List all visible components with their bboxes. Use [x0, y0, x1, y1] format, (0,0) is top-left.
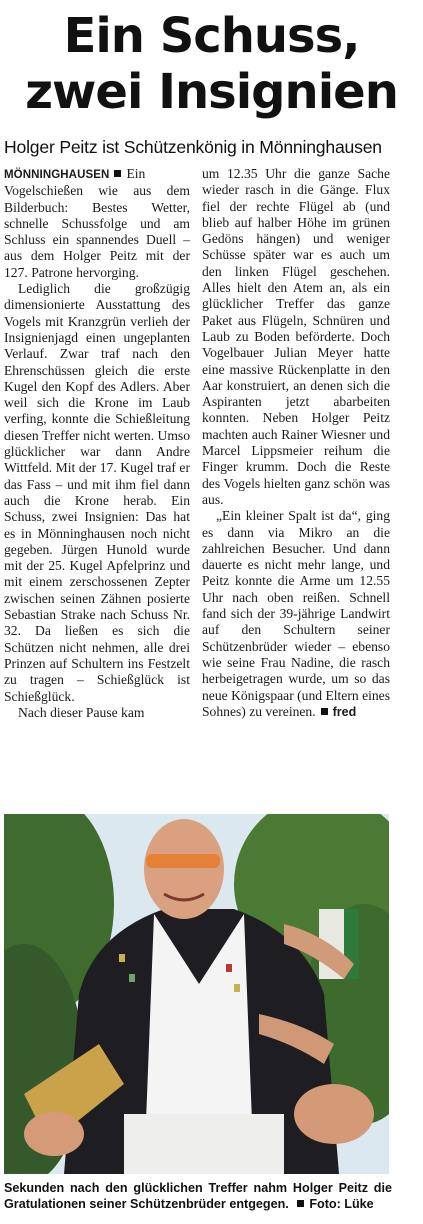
dateline: MÖNNINGHAUSEN — [4, 169, 110, 181]
article-paragraph — [202, 508, 390, 720]
photo-caption — [4, 1180, 392, 1212]
photo-king-on-shoulders-icon — [4, 814, 389, 1174]
subheadline: Holger Peitz ist Schützenkönig in Mönninghausen — [4, 137, 382, 157]
caption-text: Sekunden nach den glücklichen Treffer nahm Holger Peitz die Gratulationen seiner Schützenbrüder entgegen. — [4, 1181, 392, 1211]
paragraph-text: „Ein kleiner Spalt ist da“, ging es dann via Mikro an die zahlreichen Besucher. Und dann dauerte es nicht mehr lange, und Peitz konnte die Arme um 12.55 Uhr nach oben reißen. Schnell fand sich der 39-jährige Landwirt auf den Schultern seiner Schützenbrüder wieder – ebenso wie seine Frau Nadine, die rasch herbeigetragen wurde, um so das neue Königspaar (und Eltern eines Sohnes) zu vereinen. — [202, 508, 390, 719]
article-photo — [4, 814, 389, 1174]
author-initials: fred — [332, 704, 357, 719]
paragraph-text: Ein Vogelschießen wie aus dem Bilderbuch: Bestes Wetter, schnelle Schussfolge und am Schluss ein spannendes Duell – aus dem Holger Peitz mit der 127. Patrone hervorging. — [4, 166, 190, 280]
square-bullet-icon — [297, 1200, 304, 1207]
article-column-right — [202, 166, 390, 720]
headline-line-1: Ein Schuss, — [63, 8, 360, 64]
square-bullet-icon — [114, 170, 121, 177]
article-paragraph — [4, 166, 190, 281]
article-paragraph: Lediglich die großzügig dimensionierte Ausstattung des Vogels mit Kranzgrün verlieh der Insignienjagd einen ungeplanten Verlauf. Zwar traf nach den Ehrenschüssen gleich die erste Kugel den Kopf des Adlers. Aber weil sich die Krone im Laub verfing, konnte die Schießleitung diesen Treffer nicht werten. Umso glücklicher war dann Andre Wittfeld. Mit der 17. Kugel traf er das Fass – und mit ihm fiel dann auch die Krone herab. Ein Schuss, zwei Insignien: Das hat es in Mönninghausen noch nicht gegeben. Jürgen Hunold wurde mit der 25. Kugel Apfelprinz und mit einem zerschossenen Zepter zwischen seinen Zähnen posierte Sebastian Strake nach Schuss Nr. 32. Da ließen es sich die Schützen nicht nehmen, alle drei Prinzen auf Schultern ins Festzelt zu tragen – Schießglück ist Schießglück. — [4, 281, 190, 704]
headline — [0, 8, 423, 120]
article-paragraph: Nach dieser Pause kam — [18, 704, 145, 720]
article-column-left — [4, 166, 190, 721]
article-paragraph: um 12.35 Uhr die ganze Sache wieder rasch in die Gänge. Flux fiel der rechte Flügel ab (und blieb auf halber Höhe im grünen Gedöns hängen) und weniger Schüsse später war es auch um den linken Flügel geschehen. Alles hielt den Atem an, als ein glücklicher Treffer das ganze Paket aus Flügeln, Schnüren und Laub zu Boden beförderte. Doch Vogelbauer Julian Meyer hatte eine massive Rückenplatte in den Aar konstruiert, an denen sich die Aspiranten jetzt abarbeiten konnten. Neben Holger Peitz machten auch Rainer Wiesner und Marcel Lippsmeier reihum die Finger krumm. Doch die Reste des Vogels hielten ganz schön was aus. — [202, 166, 390, 507]
headline-line-2: zwei Insignien — [25, 64, 398, 120]
square-bullet-icon — [321, 708, 328, 715]
photo-credit: Foto: Lüke — [309, 1197, 374, 1211]
